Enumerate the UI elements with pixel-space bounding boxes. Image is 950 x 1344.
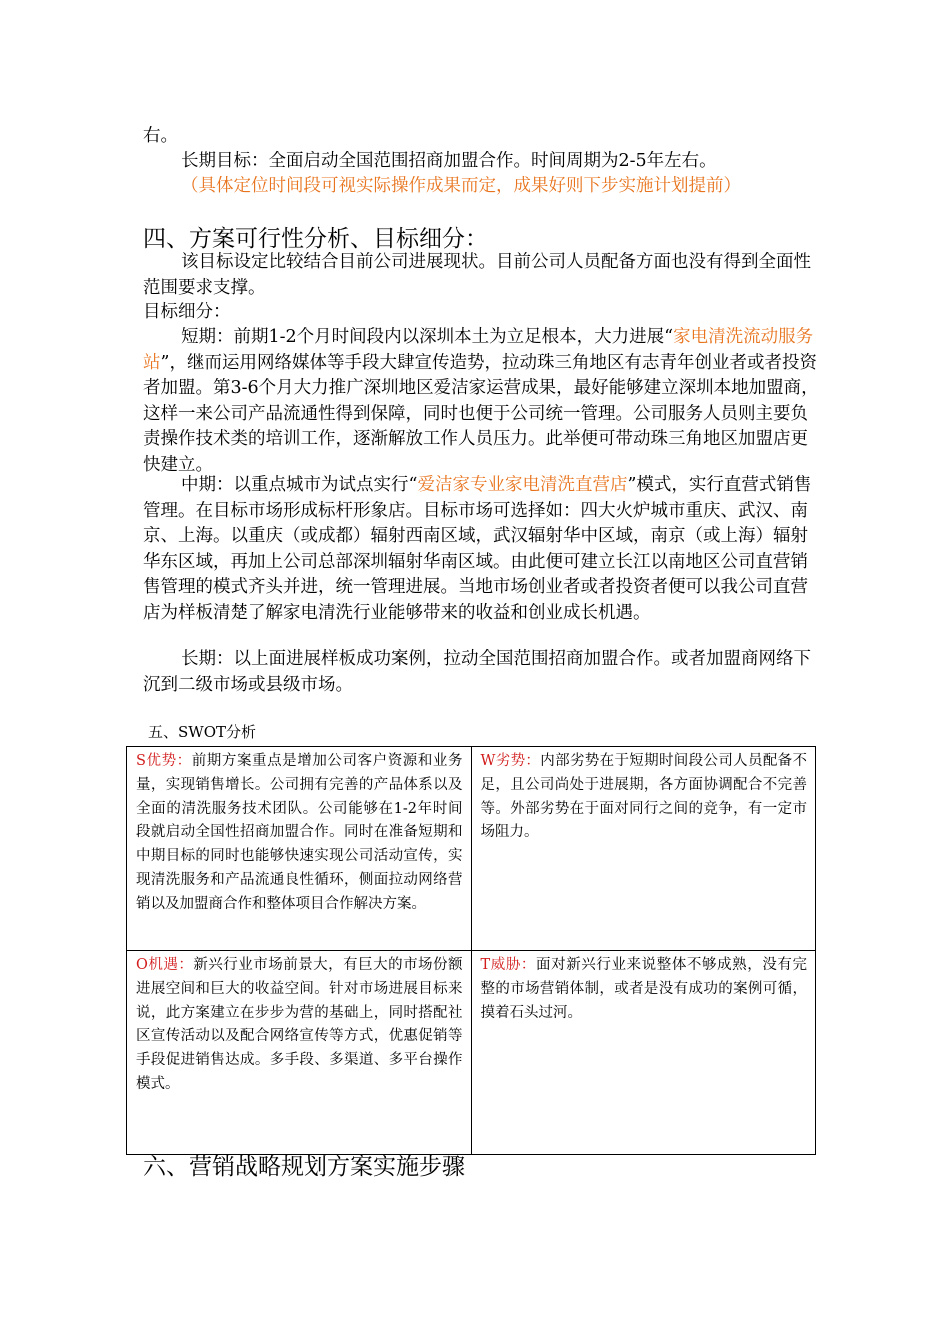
short-term-text-start: 短期：前期1-2个月时间段内以深圳本土为立足根本，大力进展“ <box>181 327 674 347</box>
long-term-goal: 长期目标：全面启动全国范围招商加盟合作。时间周期为2-5年左右。 <box>181 151 717 171</box>
weaknesses-text: 内部劣势在于短期时间段公司人员配备不足，且公司尚处于进展期，各方面协调配合不完善等。外部劣势在于面对同行之间的竞争，有一定市场阻力。 <box>480 753 808 841</box>
section-4-intro: 该目标设定比较结合目前公司进展现状。目前公司人员配备方面也没有得到全面性范围要求支撑。 <box>143 252 811 298</box>
strengths-text: 前期方案重点是增加公司客户资源和业务量，实现销售增长。公司拥有完善的产品体系以及全面的清洗服务技术团队。公司能够在1-2年时间段就启动全国性招商加盟合作。同时在准备短期和中期目标的同时也能够快速实现公司活动宣传，实现清洗服务和产品流通良性循环，侧面拉动网络营销以及加盟商合作和整体项目合作解决方案。 <box>136 753 463 912</box>
opportunities-text: 新兴行业市场前景大，有巨大的市场份额进展空间和巨大的收益空间。针对市场进展目标来说，此方案建立在步步为营的基础上，同时搭配社区宣传活动以及配合网络宣传等方式，优惠促销等手段促进销售达成。多手段、多渠道、多平台操作模式。 <box>136 957 463 1092</box>
mid-term-text-start: 中期：以重点城市为试点实行“ <box>181 475 418 495</box>
short-term-highlight: 家电清洗流动服务站 <box>143 327 814 373</box>
breakdown-label: 目标细分： <box>143 302 231 322</box>
opportunities-label: O机遇： <box>136 957 194 973</box>
long-term-paragraph: 长期：以上面进展样板成功案例，拉动全国范围招商加盟合作。或者加盟商网络下沉到二级市场或县级市场。 <box>143 649 811 695</box>
swot-weaknesses-cell <box>471 747 816 951</box>
timeline-note: （具体定位时间段可视实际操作成果而定，成果好则下步实施计划提前） <box>181 176 741 196</box>
swot-threats-cell <box>471 951 816 1155</box>
mid-term-text-end: ”模式，实行直营式销售管理。在目标市场形成标杆形象店。目标市场可选择如：四大火炉城市重庆、武汉、南京、上海。以重庆（或成都）辐射西南区域，武汉辐射华中区域，南京（或上海）辐射华东区域，再加上公司总部深圳辐射华南区域。由此便可建立长江以南地区公司直营销售管理的模式齐头并进，统一管理进展。当地市场创业者或者投资者便可以我公司直营店为样板清楚了解家电清洗行业能够带来的收益和创业成长机遇。 <box>143 475 812 623</box>
swot-opportunities-cell <box>127 951 472 1155</box>
paragraph-continuation: 右。 <box>143 126 178 146</box>
section-5-heading: 五、SWOT分析 <box>148 723 256 741</box>
swot-table <box>126 746 816 1155</box>
strengths-label: S优势： <box>136 753 192 769</box>
section-4-heading: 四、方案可行性分析、目标细分： <box>143 226 488 252</box>
short-term-text-end: ”，继而运用网络媒体等手段大肆宣传造势，拉动珠三角地区有志青年创业者或者投资者加盟。第3-6个月大力推广深圳地区爱洁家运营成果，最好能够建立深圳本地加盟商，这样一来公司产品流通性得到保障，同时也便于公司统一管理。公司服务人员则主要负责操作技术类的培训工作，逐渐解放工作人员压力。此举便可带动珠三角地区加盟店更快建立。 <box>143 352 819 475</box>
weaknesses-label: W劣势： <box>480 753 541 769</box>
mid-term-highlight: 爱洁家专业家电清洗直营店 <box>417 475 628 495</box>
section-6-heading: 六、营销战略规划方案实施步骤 <box>143 1154 465 1180</box>
threats-text: 面对新兴行业来说整体不够成熟，没有完整的市场营销体制，或者是没有成功的案例可循，摸着石头过河。 <box>480 957 808 1021</box>
threats-label: T威胁： <box>480 957 537 973</box>
swot-strengths-cell <box>127 747 472 951</box>
short-term-paragraph <box>143 325 819 478</box>
mid-term-paragraph <box>143 473 819 626</box>
